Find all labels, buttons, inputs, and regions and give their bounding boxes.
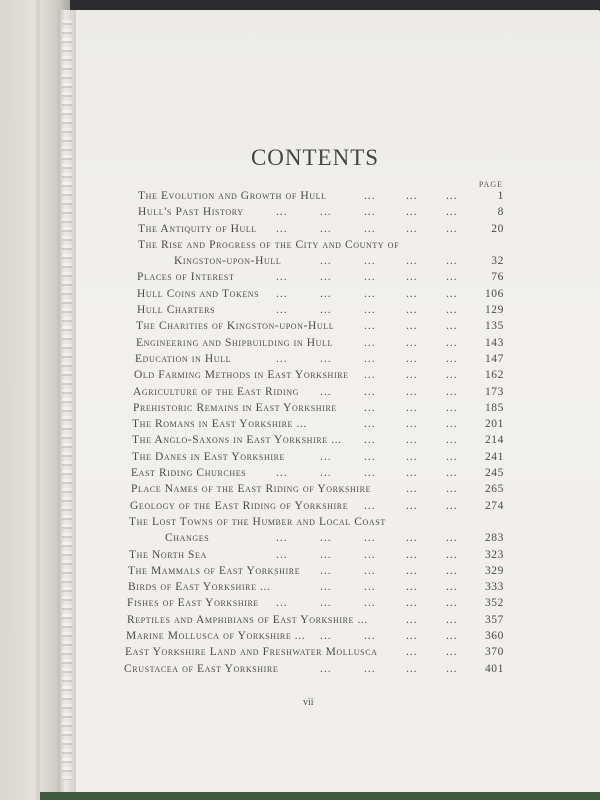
toc-entry-page: 129 xyxy=(484,304,504,317)
leader-dots: ... xyxy=(276,532,288,545)
leader-dots: ... xyxy=(320,630,332,643)
leader-dots: ... xyxy=(320,532,332,545)
leader-dots: ... xyxy=(406,222,418,235)
toc-entry-title: East Yorkshire Land and Freshwater Mollusca xyxy=(125,646,378,659)
leader-dots: ... xyxy=(364,222,376,235)
leader-dots: ... xyxy=(364,630,376,643)
toc-entry-title: The North Sea xyxy=(129,548,207,561)
toc-entry-title: The Lost Towns of the Humber and Local Coast xyxy=(129,515,386,528)
leader-dots: ... xyxy=(406,467,418,480)
leader-dots: ... xyxy=(364,548,376,561)
leader-dots: ... xyxy=(364,401,376,414)
leader-dots: ... xyxy=(446,287,458,300)
leader-dots: ... xyxy=(276,352,288,365)
leader-dots: ... xyxy=(406,385,418,398)
toc-entry-page: 357 xyxy=(484,613,504,626)
toc-entry xyxy=(124,663,504,679)
toc-entry-title: The Charities of Kingston-upon-Hull xyxy=(136,320,335,333)
leader-dots: ... xyxy=(446,190,458,202)
leader-dots: ... xyxy=(276,271,288,284)
toc-entry xyxy=(124,386,504,402)
leader-dots: ... xyxy=(276,548,288,561)
leader-dots: ... xyxy=(446,401,458,414)
leader-dots: ... xyxy=(406,320,418,333)
toc-entry xyxy=(124,630,504,646)
leader-dots: ... xyxy=(276,287,288,300)
toc-entry-page: 162 xyxy=(484,369,504,382)
toc-entry xyxy=(124,239,504,272)
page-number: vii xyxy=(303,697,314,708)
leader-dots: ... xyxy=(276,206,288,219)
leader-dots: ... xyxy=(320,352,332,365)
toc-entry-page: 8 xyxy=(497,206,504,219)
leader-dots: ... xyxy=(446,597,458,610)
leader-dots: ... xyxy=(406,418,418,431)
leader-dots: ... xyxy=(406,450,418,463)
toc-entry xyxy=(124,369,504,385)
leader-dots: ... xyxy=(364,532,376,545)
leader-dots: ... xyxy=(446,646,458,659)
leader-dots: ... xyxy=(406,499,418,512)
leader-dots: ... xyxy=(446,255,458,268)
page-title: CONTENTS xyxy=(250,145,380,170)
leader-dots: ... xyxy=(446,630,458,643)
leader-dots: ... xyxy=(446,499,458,512)
leader-dots: ... xyxy=(406,548,418,561)
toc-entry-title: Agriculture of the East Riding xyxy=(133,385,299,398)
leader-dots: ... xyxy=(446,483,458,496)
leader-dots: ... xyxy=(364,385,376,398)
leader-dots: ... xyxy=(406,532,418,545)
leader-dots: ... xyxy=(276,222,288,235)
leader-dots: ... xyxy=(446,418,458,431)
toc-entry-page: 147 xyxy=(484,352,504,365)
leader-dots: ... xyxy=(364,255,376,268)
leader-dots: ... xyxy=(364,450,376,463)
toc-entry-page: 283 xyxy=(484,532,504,545)
toc-entry xyxy=(124,206,504,222)
toc-entry-title: Education in Hull xyxy=(135,352,232,365)
toc-entry-page: 173 xyxy=(484,385,504,398)
leader-dots: ... xyxy=(406,564,418,577)
toc-entry-title: Old Farming Methods in East Yorkshire xyxy=(134,369,349,382)
leader-dots: ... xyxy=(446,271,458,284)
leader-dots: ... xyxy=(406,336,418,349)
toc-entry-page: 185 xyxy=(484,401,504,414)
toc-entry-title: The Antiquity of Hull xyxy=(138,222,257,235)
leader-dots: ... xyxy=(364,320,376,333)
leader-dots: ... xyxy=(320,385,332,398)
toc-entry xyxy=(124,581,504,597)
leader-dots: ... xyxy=(446,369,458,382)
toc-entry-title: The Romans in East Yorkshire ... xyxy=(132,418,307,431)
toc-entry xyxy=(124,288,504,304)
leader-dots: ... xyxy=(364,564,376,577)
toc-entry-title-continued: Changes xyxy=(165,532,210,545)
toc-entry-title: Crustacea of East Yorkshire xyxy=(124,662,279,675)
toc-entry xyxy=(124,190,504,206)
leader-dots: ... xyxy=(406,597,418,610)
toc-entry-title: Hull Coins and Tokens xyxy=(137,287,260,300)
leader-dots: ... xyxy=(364,190,376,202)
leader-dots: ... xyxy=(446,336,458,349)
leader-dots: ... xyxy=(446,320,458,333)
leader-dots: ... xyxy=(364,271,376,284)
toc-entry-title: Place Names of the East Riding of Yorkshire xyxy=(131,483,372,496)
toc-entry-page: 265 xyxy=(484,483,504,496)
toc-entry-page: 241 xyxy=(484,450,504,463)
leader-dots: ... xyxy=(320,662,332,675)
toc-entry xyxy=(124,304,504,320)
leader-dots: ... xyxy=(406,304,418,317)
leader-dots: ... xyxy=(276,304,288,317)
leader-dots: ... xyxy=(406,434,418,447)
leader-dots: ... xyxy=(406,630,418,643)
toc-entry-title: The Anglo-Saxons in East Yorkshire ... xyxy=(132,434,342,447)
toc-entry-page: 20 xyxy=(491,222,504,235)
toc-entry xyxy=(124,434,504,450)
toc-entry-title: East Riding Churches xyxy=(131,467,247,480)
toc-entry xyxy=(124,549,504,565)
page-column-header: PAGE xyxy=(478,180,503,189)
toc-entry-title: Birds of East Yorkshire ... xyxy=(128,581,271,594)
toc-entry xyxy=(124,483,504,499)
leader-dots: ... xyxy=(406,401,418,414)
toc-entry-page: 401 xyxy=(484,662,504,675)
toc-entry-title: Geology of the East Riding of Yorkshire xyxy=(130,499,349,512)
toc-entry-page: 274 xyxy=(484,499,504,512)
toc-entry-page: 32 xyxy=(491,255,504,268)
leader-dots: ... xyxy=(446,434,458,447)
toc-entry-title: Hull Charters xyxy=(137,304,216,317)
cover-cloth-edge xyxy=(40,792,600,800)
toc-entry xyxy=(124,614,504,630)
leader-dots: ... xyxy=(446,662,458,675)
toc-entry-page: 201 xyxy=(484,418,504,431)
leader-dots: ... xyxy=(320,548,332,561)
leader-dots: ... xyxy=(406,352,418,365)
toc-entry xyxy=(124,402,504,418)
toc-entry-title: The Danes in East Yorkshire xyxy=(132,450,286,463)
leader-dots: ... xyxy=(406,662,418,675)
leader-dots: ... xyxy=(364,287,376,300)
leader-dots: ... xyxy=(320,564,332,577)
leader-dots: ... xyxy=(446,564,458,577)
toc-entry-title: Prehistoric Remains in East Yorkshire xyxy=(133,401,337,414)
previous-page-edge xyxy=(36,0,40,800)
leader-dots: ... xyxy=(276,467,288,480)
leader-dots: ... xyxy=(406,190,418,202)
leader-dots: ... xyxy=(406,271,418,284)
leader-dots: ... xyxy=(320,581,332,594)
toc-entry-page: 135 xyxy=(484,320,504,333)
toc-entry-title: The Rise and Progress of the City and County of xyxy=(138,238,400,251)
leader-dots: ... xyxy=(320,271,332,284)
leader-dots: ... xyxy=(320,467,332,480)
leader-dots: ... xyxy=(364,499,376,512)
toc-entry xyxy=(124,467,504,483)
leader-dots: ... xyxy=(406,613,418,626)
leader-dots: ... xyxy=(364,369,376,382)
toc-entry-title: Engineering and Shipbuilding in Hull xyxy=(136,336,334,349)
leader-dots: ... xyxy=(446,222,458,235)
toc-entry-page: 323 xyxy=(484,548,504,561)
table-of-contents xyxy=(124,190,504,679)
toc-entry xyxy=(124,451,504,467)
leader-dots: ... xyxy=(446,206,458,219)
leader-dots: ... xyxy=(406,206,418,219)
leader-dots: ... xyxy=(320,206,332,219)
toc-entry-page: 370 xyxy=(484,646,504,659)
toc-entry-title: Places of Interest xyxy=(137,271,235,284)
toc-entry-page: 333 xyxy=(484,581,504,594)
toc-entry xyxy=(124,516,504,549)
toc-entry-title-continued: Kingston-upon-Hull xyxy=(174,255,282,268)
leader-dots: ... xyxy=(446,304,458,317)
leader-dots: ... xyxy=(364,206,376,219)
toc-entry-page: 245 xyxy=(484,467,504,480)
toc-entry-title: The Mammals of East Yorkshire xyxy=(128,564,301,577)
toc-entry xyxy=(124,353,504,369)
leader-dots: ... xyxy=(364,434,376,447)
leader-dots: ... xyxy=(364,336,376,349)
toc-entry xyxy=(124,418,504,434)
leader-dots: ... xyxy=(276,597,288,610)
toc-entry xyxy=(124,223,504,239)
leader-dots: ... xyxy=(364,662,376,675)
toc-entry-title: Reptiles and Amphibians of East Yorkshire ... xyxy=(127,613,368,626)
leader-dots: ... xyxy=(446,385,458,398)
leader-dots: ... xyxy=(406,483,418,496)
toc-entry-page: 143 xyxy=(484,336,504,349)
toc-entry-page: 360 xyxy=(484,630,504,643)
toc-entry-title: Marine Mollusca of Yorkshire ... xyxy=(126,630,306,643)
toc-entry-page: 76 xyxy=(491,271,504,284)
leader-dots: ... xyxy=(364,581,376,594)
leader-dots: ... xyxy=(446,467,458,480)
toc-entry-page: 106 xyxy=(484,287,504,300)
leader-dots: ... xyxy=(364,304,376,317)
toc-entry xyxy=(124,500,504,516)
leader-dots: ... xyxy=(364,597,376,610)
toc-entry-title: The Evolution and Growth of Hull xyxy=(138,190,327,202)
leader-dots: ... xyxy=(446,613,458,626)
leader-dots: ... xyxy=(406,255,418,268)
binding-threads xyxy=(62,20,72,780)
toc-entry xyxy=(124,320,504,336)
leader-dots: ... xyxy=(320,255,332,268)
leader-dots: ... xyxy=(406,646,418,659)
leader-dots: ... xyxy=(446,548,458,561)
leader-dots: ... xyxy=(364,418,376,431)
toc-entry xyxy=(124,271,504,287)
toc-entry-title: Fishes of East Yorkshire xyxy=(127,597,259,610)
toc-entry-title: Hull's Past History xyxy=(138,206,244,219)
toc-entry xyxy=(124,646,504,662)
leader-dots: ... xyxy=(406,287,418,300)
leader-dots: ... xyxy=(320,597,332,610)
toc-entry-page: 329 xyxy=(484,564,504,577)
leader-dots: ... xyxy=(364,352,376,365)
toc-entry xyxy=(124,337,504,353)
toc-entry-page: 352 xyxy=(484,597,504,610)
leader-dots: ... xyxy=(364,467,376,480)
leader-dots: ... xyxy=(320,287,332,300)
leader-dots: ... xyxy=(406,369,418,382)
toc-entry xyxy=(124,597,504,613)
leader-dots: ... xyxy=(320,450,332,463)
leader-dots: ... xyxy=(406,581,418,594)
toc-entry-page: 1 xyxy=(497,190,504,202)
leader-dots: ... xyxy=(446,352,458,365)
leader-dots: ... xyxy=(320,304,332,317)
leader-dots: ... xyxy=(446,581,458,594)
leader-dots: ... xyxy=(446,450,458,463)
toc-entry xyxy=(124,565,504,581)
leader-dots: ... xyxy=(320,222,332,235)
toc-entry-page: 214 xyxy=(484,434,504,447)
leader-dots: ... xyxy=(446,532,458,545)
